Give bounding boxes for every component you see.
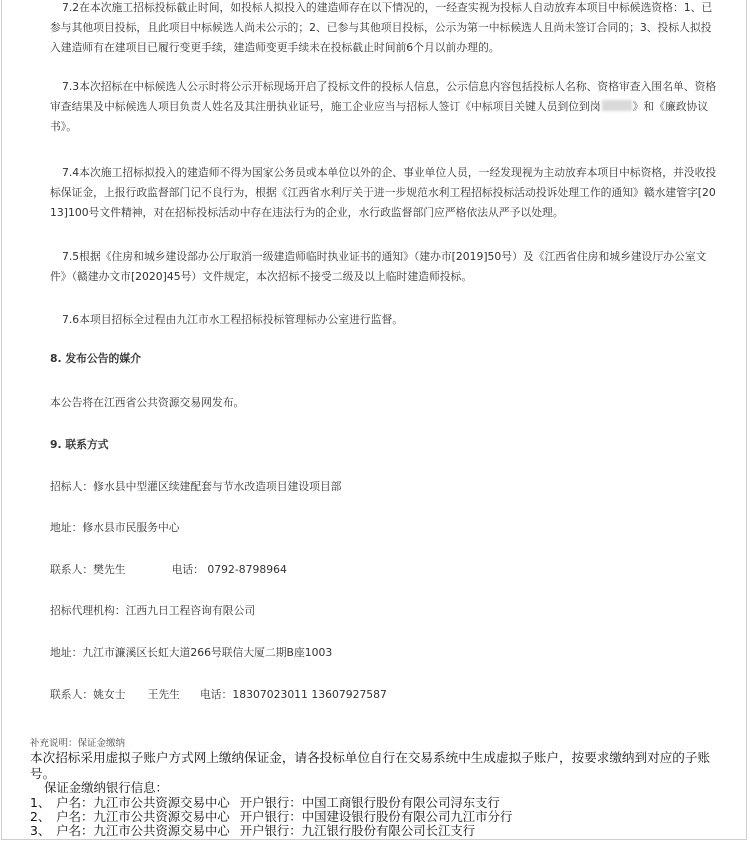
bank-name: 开户银行：九江银行股份有限公司长江支行 (239, 823, 476, 838)
paragraph-7-5: 7.5根据《住房和城乡建设部办公厅取消一级建造师临时执业证书的通知》（建办市[2019]50号）及《江西省住房和城乡建设厅办公室文件》（赣建办文市[2020]45号）文件规定，本次招标不接受二级及以上临时建造师投标。 (50, 250, 707, 283)
section-9-heading: 9. 联系方式 (50, 438, 109, 451)
bank-account-name: 户名：九江市公共资源交易中心 (56, 823, 230, 838)
paragraph-7-2: 7.2在本次施工招标投标截止时间，如投标人拟投入的建造师存在以下情况的，一经查实视为投标人自动放弃本项目中标候选资格：1、已参与其他项目投标，且此项目中标候选人尚未公示的；2、已参与其他项目投标，公示为第一中标候选人且尚未签订合同的；3、投标人拟投入建造师有在建项目已履行变更手续，建造师变更手续未在投标截止时间前6个月以前办理的。 (50, 1, 713, 54)
bank-row (30, 809, 512, 824)
supplementary-note-label: 补充说明：保证金缴纳 (30, 738, 126, 749)
redacted-text (602, 100, 632, 111)
agency-line: 招标代理机构：江西九日工程咨询有限公司 (50, 604, 256, 617)
section-8-heading: 8. 发布公告的媒介 (50, 352, 141, 365)
tenderer-contact-name: 联系人：樊先生 (50, 563, 126, 576)
agency-address: 地址：九江市濂溪区长虹大道266号联信大厦二期B座1003 (50, 646, 333, 659)
section-8-text: 本公告将在江西省公共资源交易网发布。 (50, 396, 245, 409)
agency-contact-phone: 电话：18307023011 13607927587 (199, 688, 387, 701)
paragraph-7-3-part-a: 7.3本次招标在中标候选人公示时将公示开标现场开启了投标文件的投标人信息，公示信息内容包括投标人名称、资格审查入围名单、资格审查结果及中标候选人项目负责人姓名及其注册执业证号，施工企业应当与招标人签订《中标项目关键人员到位到岗 (50, 80, 717, 113)
bank-row-number: 1、 (30, 795, 51, 810)
agency-contact-name-2: 王先生 (147, 688, 180, 701)
bank-info-heading: 保证金缴纳银行信息： (44, 780, 168, 795)
agency-contact-row (50, 686, 387, 704)
agency-contact-name-1: 联系人：姚女士 (50, 688, 126, 701)
paragraph-7-6: 7.6本项目招标全过程由九江市水工程招标投标管理标办公室进行监督。 (62, 313, 404, 326)
deposit-note: 本次招标采用虚拟子账户方式网上缴纳保证金，请各投标单位自行在交易系统中生成虚拟子账户，按要求缴纳到对应的子账号。 (30, 750, 711, 781)
bank-row-number: 3、 (30, 823, 51, 838)
bank-row-number: 2、 (30, 809, 51, 824)
paragraph-7-3-part-b: 》和《廉政协议书》。 (50, 100, 709, 133)
paragraph-7-4: 7.4本次施工招标拟投入的建造师不得为国家公务员或本单位以外的企、事业单位人员，一经发现视为主动放弃本项目中标资格，并没收投标保证金，上报行政监督部门记不良行为，根据《江西省水利厅关于进一步规范水利工程招标投标活动投诉处理工作的通知》赣水建管字[2013]100号文件精神，对在招标投标活动中存在违法行为的企业，水行政监督部门应严格依法从严予以处理。 (50, 166, 717, 219)
tenderer-contact-row (50, 561, 287, 579)
bank-name: 开户银行：中国工商银行股份有限公司浔东支行 (239, 795, 500, 810)
bank-account-name: 户名：九江市公共资源交易中心 (56, 809, 230, 824)
tenderer-line: 招标人：修水县中型灌区续建配套与节水改造项目建设项目部 (50, 480, 342, 493)
bank-account-name: 户名：九江市公共资源交易中心 (56, 795, 230, 810)
paragraph-7-3 (50, 77, 720, 137)
bank-row (30, 795, 500, 810)
bank-name: 开户银行：中国建设银行股份有限公司九江市分行 (239, 809, 513, 824)
tenderer-address: 地址：修水县市民服务中心 (50, 521, 180, 534)
bank-row (30, 823, 475, 838)
tenderer-contact-phone: 电话： 0792-8798964 (171, 563, 287, 576)
